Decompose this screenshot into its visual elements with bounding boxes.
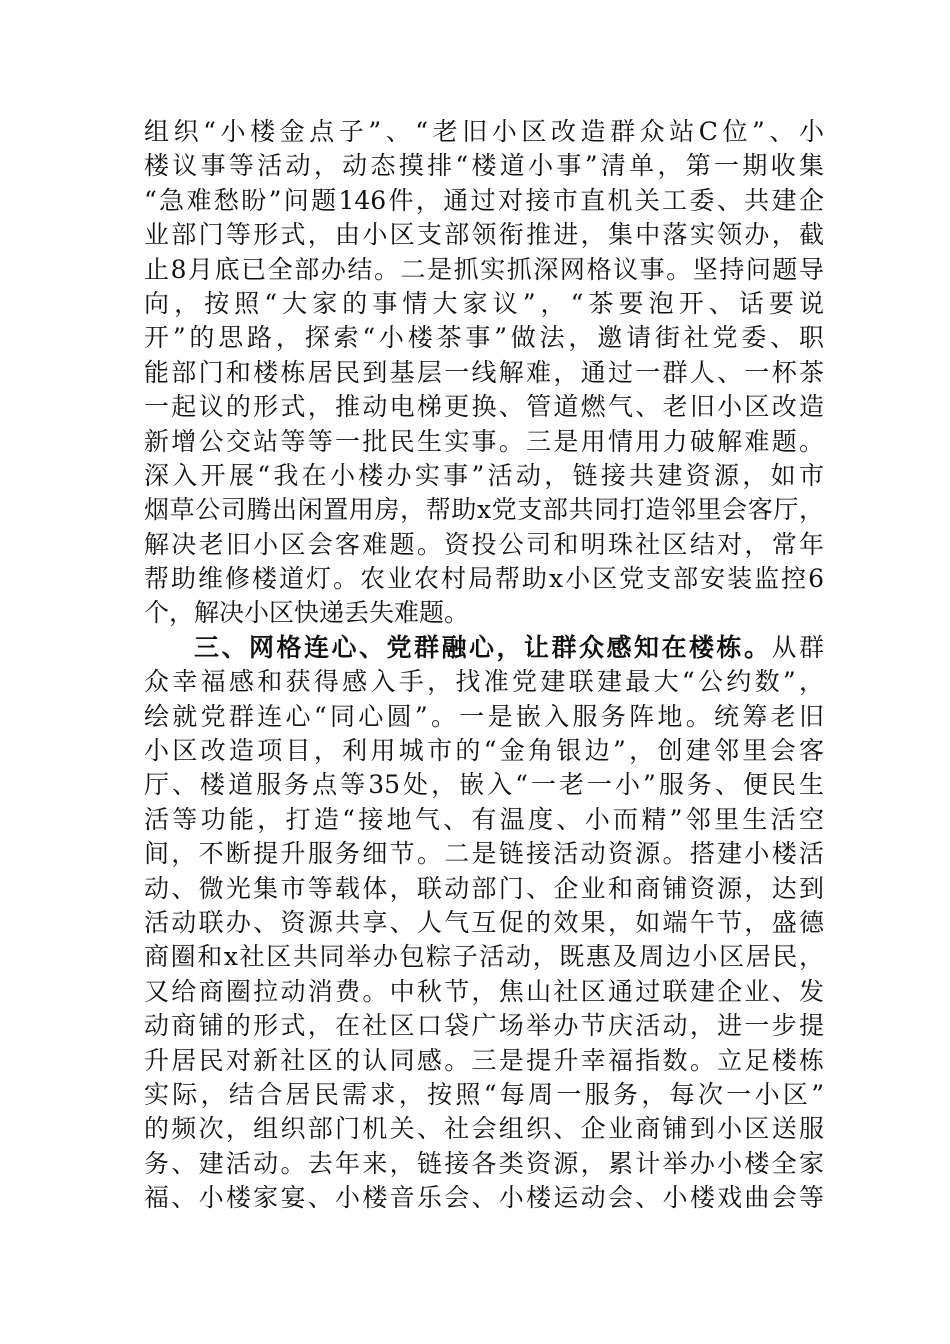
section-heading-line bbox=[144, 631, 824, 665]
text-line: 动商铺的形式，在社区口袋广场举办节庆活动，进一步提 bbox=[144, 1011, 824, 1041]
text-line: 众幸福感和获得感入手，找准党建联建最大“公约数”， bbox=[144, 667, 824, 697]
text-line: 动、微光集市等载体，联动部门、企业和商铺资源，达到 bbox=[144, 873, 824, 903]
text-line: 升居民对新社区的认同感。三是提升幸福指数。立足楼栋 bbox=[144, 1045, 824, 1075]
text-line: 一起议的形式，推动电梯更换、管道燃气、老旧小区改造 bbox=[144, 392, 824, 422]
text-line: 能部门和楼栋居民到基层一线解难，通过一群人、一杯茶 bbox=[144, 357, 824, 387]
text-line: 止8月底已全部办结。二是抓实抓深网格议事。坚持问题导 bbox=[144, 254, 824, 284]
text-line: 帮助维修楼道灯。农业农村局帮助x小区党支部安装监控6 bbox=[144, 564, 824, 594]
text-line: 组织“小楼金点子”、“老旧小区改造群众站C位”、小 bbox=[144, 117, 824, 146]
text-line: 新增公交站等等一批民生实事。三是用情用力破解难题。 bbox=[144, 426, 824, 456]
text-line: “急难愁盼”问题146件，通过对接市直机关工委、共建企 bbox=[144, 185, 824, 215]
text-line: 业部门等形式，由小区支部领衔推进，集中落实领办，截 bbox=[144, 220, 824, 250]
text-line: 深入开展“我在小楼办实事”活动，链接共建资源，如市 bbox=[144, 460, 824, 490]
text-line: 的频次，组织部门机关、社会组织、企业商铺到小区送服 bbox=[144, 1114, 824, 1144]
body-text bbox=[144, 115, 824, 1216]
text-line: 活动联办、资源共享、人气互促的效果，如端午节，盛德 bbox=[144, 907, 824, 937]
text-line: 实际，结合居民需求，按照“每周一服务，每次一小区” bbox=[144, 1079, 824, 1109]
text-line: 解决老旧小区会客难题。资投公司和明珠社区结对，常年 bbox=[144, 529, 824, 559]
text-line: 绘就党群连心“同心圆”。一是嵌入服务阵地。统筹老旧 bbox=[144, 701, 824, 731]
section-heading-continuation: 从群 bbox=[771, 632, 824, 662]
text-line: 活等功能，打造“接地气、有温度、小而精”邻里生活空 bbox=[144, 804, 824, 834]
text-line: 间，不断提升服务细节。二是链接活动资源。搭建小楼活 bbox=[144, 839, 824, 869]
text-line: 商圈和x社区共同举办包粽子活动，既惠及周边小区居民， bbox=[144, 942, 824, 972]
text-line: 楼议事等活动，动态摸排“楼道小事”清单，第一期收集 bbox=[144, 151, 824, 181]
text-line: 务、建活动。去年来，链接各类资源，累计举办小楼全家 bbox=[144, 1148, 824, 1178]
text-line: 小区改造项目，利用城市的“金角银边”，创建邻里会客 bbox=[144, 736, 824, 766]
text-line: 又给商圈拉动消费。中秋节，焦山社区通过联建企业、发 bbox=[144, 976, 824, 1006]
text-line: 烟草公司腾出闲置用房，帮助x党支部共同打造邻里会客厅， bbox=[144, 495, 824, 525]
text-line: 开”的思路，探索“小楼茶事”做法，邀请街社党委、职 bbox=[144, 323, 824, 353]
text-line: 福、小楼家宴、小楼音乐会、小楼运动会、小楼戏曲会等 bbox=[144, 1183, 824, 1213]
text-line: 向，按照“大家的事情大家议”，“茶要泡开、话要说 bbox=[144, 288, 824, 318]
section-heading: 三、网格连心、党群融心，让群众感知在楼栋。 bbox=[194, 632, 772, 662]
text-line: 个，解决小区快递丢失难题。 bbox=[144, 598, 470, 628]
text-line: 厅、楼道服务点等35处，嵌入“一老一小”服务、便民生 bbox=[144, 770, 824, 800]
